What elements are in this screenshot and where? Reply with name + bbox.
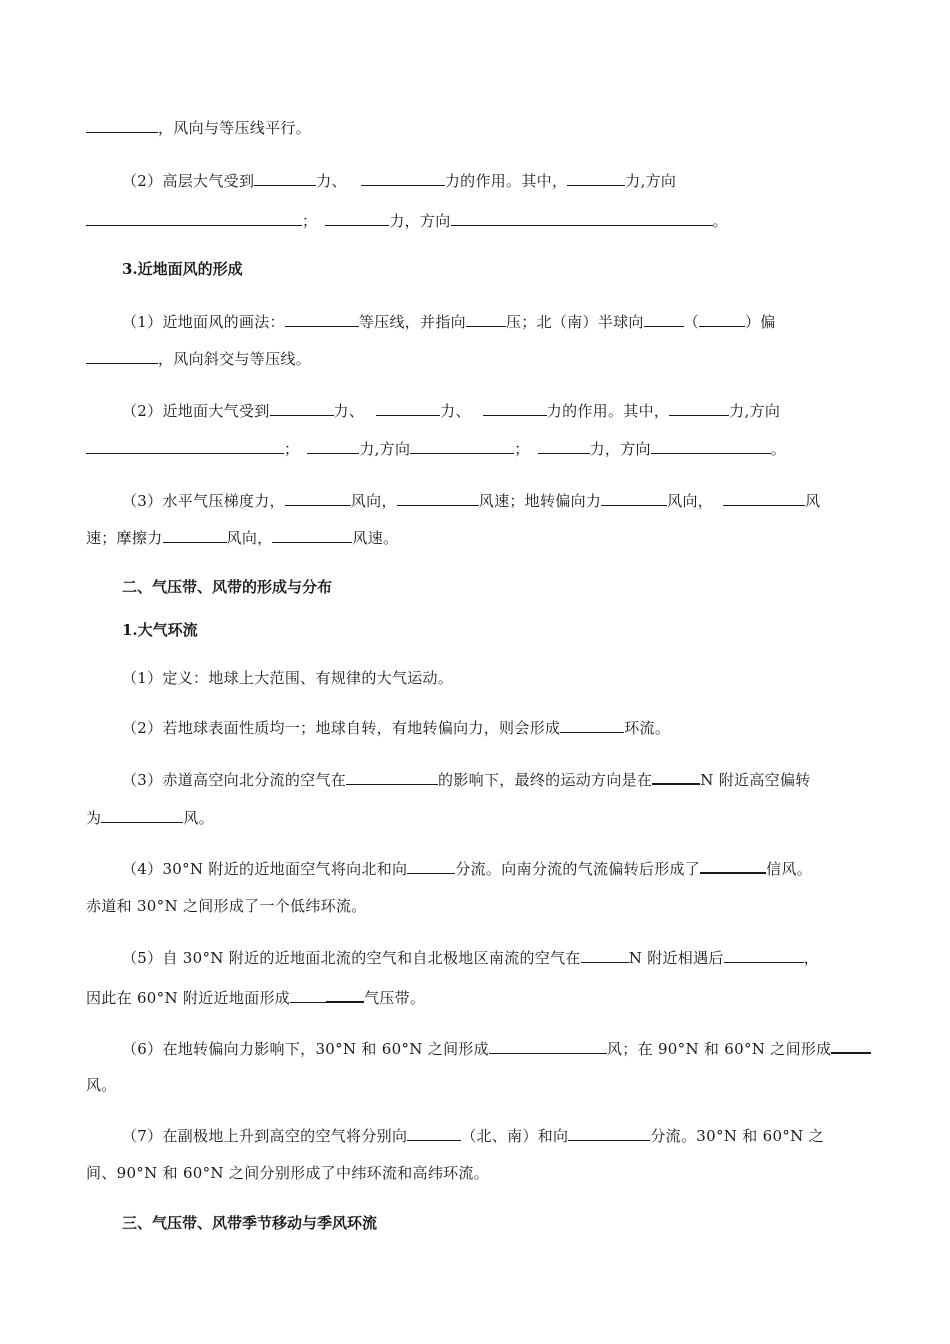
blank[interactable] (567, 170, 625, 186)
line-09: 速；摩擦力 风向， 风速。 (86, 529, 399, 547)
blank[interactable] (307, 438, 359, 454)
line-18: （7）在副极地上升到高空的空气将分别向 （北、南）和向 分流。30°N 和 60°N 之 (122, 1127, 824, 1145)
blank[interactable] (651, 438, 771, 454)
blank[interactable] (652, 768, 700, 785)
blank[interactable] (699, 311, 745, 327)
blank[interactable] (397, 490, 479, 506)
blank[interactable] (326, 986, 364, 1003)
line-03: ； 力，方向 。 (86, 210, 866, 231)
blank[interactable] (560, 717, 624, 733)
line-08: （3）水平气压梯度力， 风向， 风速；地转偏向力 风向， 风 (122, 492, 821, 510)
blank[interactable] (290, 987, 326, 1003)
line-19: 间、90°N 和 60°N 之间分别形成了中纬环流和高纬环流。 (86, 1164, 490, 1182)
blank[interactable] (700, 857, 766, 874)
line-17: 风。 (86, 1076, 117, 1094)
blank[interactable] (163, 527, 227, 543)
line-14: （5）自 30°N 附近的近地面北流的空气和自北极地区南流的空气在 N 附近相遇后 ， (122, 949, 820, 967)
blank[interactable] (644, 311, 684, 327)
blank[interactable] (568, 1125, 650, 1141)
blank[interactable] (723, 490, 805, 506)
blank[interactable] (254, 170, 316, 186)
blank[interactable] (601, 490, 667, 506)
blank[interactable] (270, 400, 334, 416)
blank[interactable] (483, 400, 547, 416)
section-heading-two: 二、气压带、风带的形成与分布 (122, 578, 333, 596)
line-04: （1）近地面风的画法： 等压线，并指向 压；北（南）半球向 （ ）偏 (122, 313, 776, 331)
blank[interactable] (407, 858, 455, 874)
blank[interactable] (407, 1125, 461, 1141)
blank[interactable] (346, 769, 438, 785)
blank[interactable] (724, 947, 804, 963)
section-heading-3: 3.近地面风的形成 (122, 260, 243, 278)
blank[interactable] (489, 1038, 607, 1054)
line-16: （6）在地转偏向力影响下，30°N 和 60°N 之间形成 风；在 90°N 和 60°N 之间形成 (122, 1037, 866, 1059)
blank[interactable] (410, 438, 514, 454)
line-15: 因此在 60°N 附近近地面形成 气压带。 (86, 986, 866, 1008)
line-07: ； 力,方向 ； 力，方向 。 (86, 438, 866, 459)
blank[interactable] (831, 1037, 871, 1054)
blank[interactable] (669, 400, 729, 416)
blank[interactable] (361, 170, 445, 186)
line-05: ，风向斜交与等压线。 (86, 348, 866, 369)
subsection-heading-atmospheric-circulation: 1.大气环流 (122, 621, 198, 639)
blank[interactable] (325, 210, 389, 226)
line-01: ，风向与等压线平行。 (86, 117, 866, 138)
blank[interactable] (86, 210, 302, 226)
blank[interactable] (86, 438, 284, 454)
line-13: 赤道和 30°N 之间形成了一个低纬环流。 (86, 897, 367, 915)
section-heading-three: 三、气压带、风带季节移动与季风环流 (122, 1214, 378, 1232)
line-10: （3）赤道高空向北分流的空气在 的影响下，最终的运动方向是在 N 附近高空偏转 (122, 768, 866, 790)
blank[interactable] (101, 807, 183, 823)
line-11: 为 风。 (86, 809, 214, 827)
blank[interactable] (272, 527, 352, 543)
blank[interactable] (376, 400, 440, 416)
blank[interactable] (285, 490, 351, 506)
blank[interactable] (451, 210, 713, 226)
blank[interactable] (466, 311, 506, 327)
line-p1: （1）定义：地球上大范围、有规律的大气运动。 (122, 669, 454, 687)
line-02: （2）高层大气受到 力、 力的作用。其中， 力,方向 (122, 172, 677, 190)
line-p2: （2）若地球表面性质均一；地球自转，有地转偏向力，则会形成 环流。 (122, 719, 671, 737)
line-12: （4）30°N 附近的近地面空气将向北和向 分流。向南分流的气流偏转后形成了 信风。 (122, 857, 866, 879)
line-06: （2）近地面大气受到 力、 力、 力的作用。其中， 力,方向 (122, 402, 781, 420)
blank[interactable] (581, 947, 629, 963)
blank[interactable] (86, 348, 158, 364)
blank[interactable] (86, 117, 158, 133)
blank[interactable] (538, 438, 590, 454)
blank[interactable] (285, 311, 359, 327)
